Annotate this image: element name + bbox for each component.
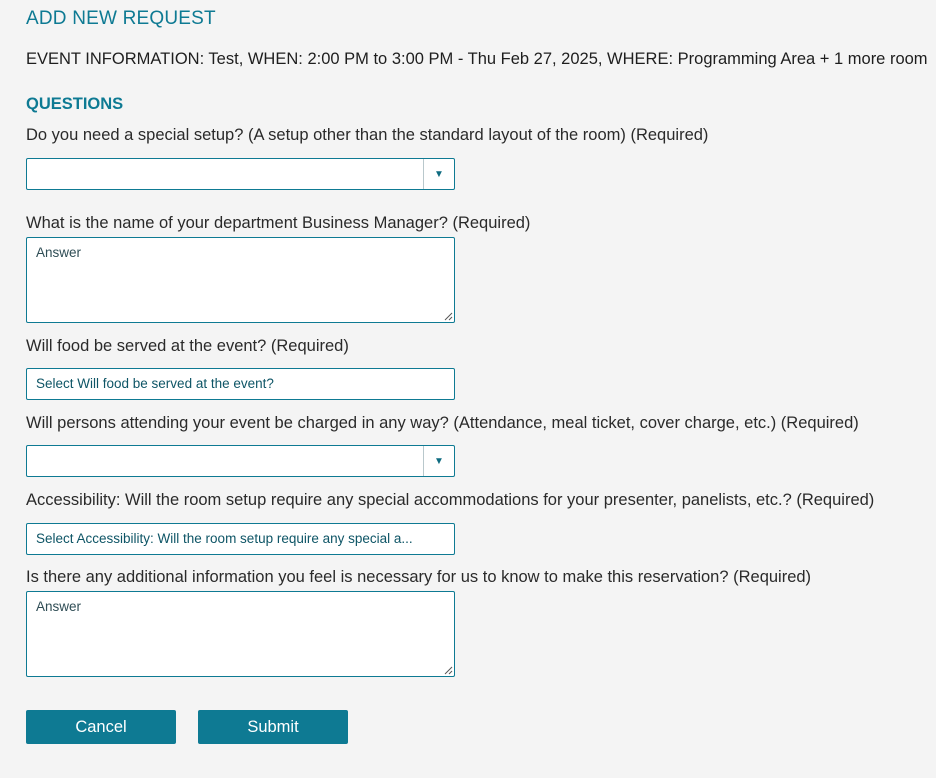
question-additional-info-label: Is there any additional information you feel is necessary for us to know to make this reservation? (Required) xyxy=(26,568,812,586)
questions-heading: QUESTIONS xyxy=(26,95,124,113)
chevron-down-icon[interactable]: ▼ xyxy=(434,168,444,180)
accessibility-select[interactable]: Select Accessibility: Will the room setup require any special a... xyxy=(26,523,455,555)
question-business-manager-label: What is the name of your department Business Manager? (Required) xyxy=(26,214,531,232)
question-charged-label: Will persons attending your event be charged in any way? (Attendance, meal ticket, cover charge, etc.) (Required) xyxy=(26,414,859,432)
special-setup-select[interactable] xyxy=(26,158,455,190)
event-information: EVENT INFORMATION: Test, WHEN: 2:00 PM to 3:00 PM - Thu Feb 27, 2025, WHERE: Programming Area + 1 more room xyxy=(26,50,928,68)
textarea-placeholder: Answer xyxy=(36,599,82,614)
chevron-down-icon[interactable]: ▼ xyxy=(434,455,444,467)
question-accessibility-label: Accessibility: Will the room setup require any special accommodations for your presenter, panelists, etc.? (Required) xyxy=(26,491,875,509)
submit-button[interactable]: Submit xyxy=(198,710,348,744)
additional-info-textarea[interactable] xyxy=(26,591,455,677)
textarea-placeholder: Answer xyxy=(36,245,82,260)
resize-grip-icon[interactable] xyxy=(444,312,453,321)
business-manager-textarea[interactable] xyxy=(26,237,455,323)
resize-grip-icon[interactable] xyxy=(444,666,453,675)
question-special-setup-label: Do you need a special setup? (A setup other than the standard layout of the room) (Required) xyxy=(26,126,709,144)
food-served-select[interactable]: Select Will food be served at the event? xyxy=(26,368,455,400)
page-title: ADD NEW REQUEST xyxy=(26,8,216,29)
attendance-charge-select[interactable] xyxy=(26,445,455,477)
cancel-button[interactable]: Cancel xyxy=(26,710,176,744)
question-food-served-label: Will food be served at the event? (Required) xyxy=(26,337,349,355)
